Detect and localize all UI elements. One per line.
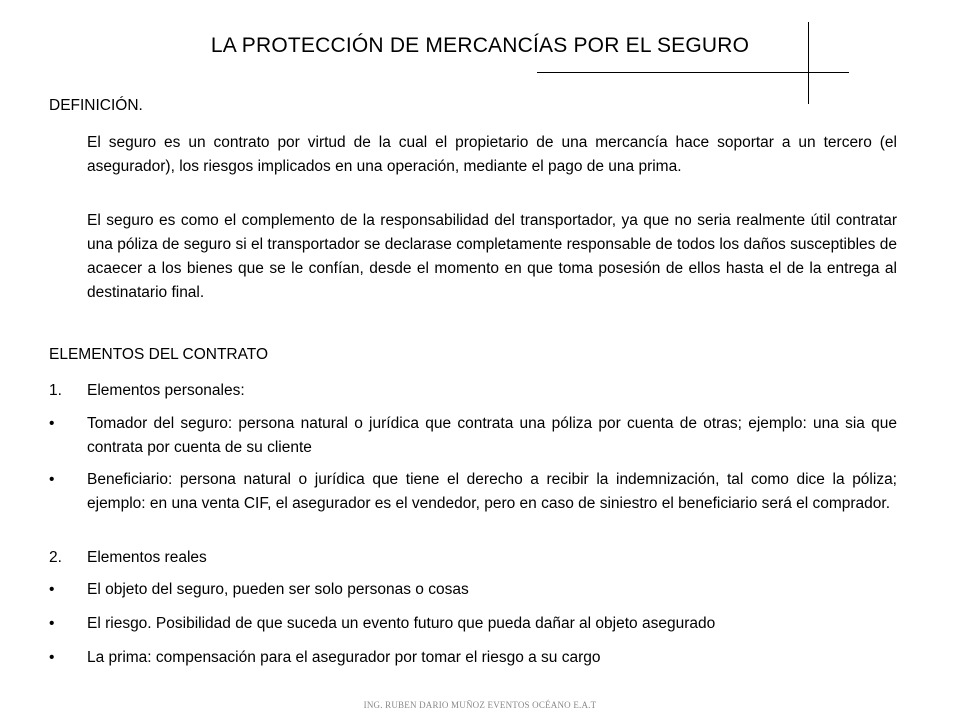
definition-heading: DEFINICIÓN. [49,97,143,114]
definition-paragraph-1: El seguro es un contrato por virtud de la cual el propietario de una mercancía hace soportar a un tercero (el asegurador), los riesgos implicados en una operación, mediante el pago de una prima. [87,134,897,175]
list-item-text: Beneficiario: persona natural o jurídica que tiene el derecho a recibir la indemnización, tal como dice la póliza; ejemplo: en una venta CIF, el asegurador es el vendedor, pero en caso de siniestro el beneficiario será el comprador. [87,471,897,512]
bullet-icon: • [49,471,55,488]
list-item-text: Elementos personales: [87,382,245,399]
definition-paragraph-2: El seguro es como el complemento de la responsabilidad del transportador, ya que no seria realmente útil contratar una póliza de seguro si el transportador se declarase completamente responsable de todos los daños susceptibles de acaecer a los bienes que se le confían, desde el momento en que toma posesión de ellos hasta el de la entrega al destinatario final. [87,212,897,301]
decorative-horizontal-line [537,72,849,73]
slide-title: LA PROTECCIÓN DE MERCANCÍAS POR EL SEGURO [210,34,750,57]
bullet-icon: • [49,581,55,598]
footer-credit: ING. RUBEN DARIO MUÑOZ EVENTOS OCÉANO E.A.T [363,700,597,710]
list-item-text: La prima: compensación para el asegurador por tomar el riesgo a su cargo [87,649,601,666]
list-item-text: El objeto del seguro, pueden ser solo personas o cosas [87,581,469,598]
bullet-icon: • [49,415,55,432]
elements-heading: ELEMENTOS DEL CONTRATO [49,346,269,363]
list-marker: 1. [49,382,62,399]
bullet-icon: • [49,649,55,666]
list-item-text: Tomador del seguro: persona natural o jurídica que contrata una póliza por cuenta de otras; ejemplo: una sia que contrata por cuenta de su cliente [87,415,897,456]
list-item-text: El riesgo. Posibilidad de que suceda un evento futuro que pueda dañar al objeto asegurado [87,615,716,632]
list-marker: 2. [49,549,62,566]
bullet-icon: • [49,615,55,632]
list-item-text: Elementos reales [87,549,207,566]
decorative-vertical-line [808,22,809,104]
